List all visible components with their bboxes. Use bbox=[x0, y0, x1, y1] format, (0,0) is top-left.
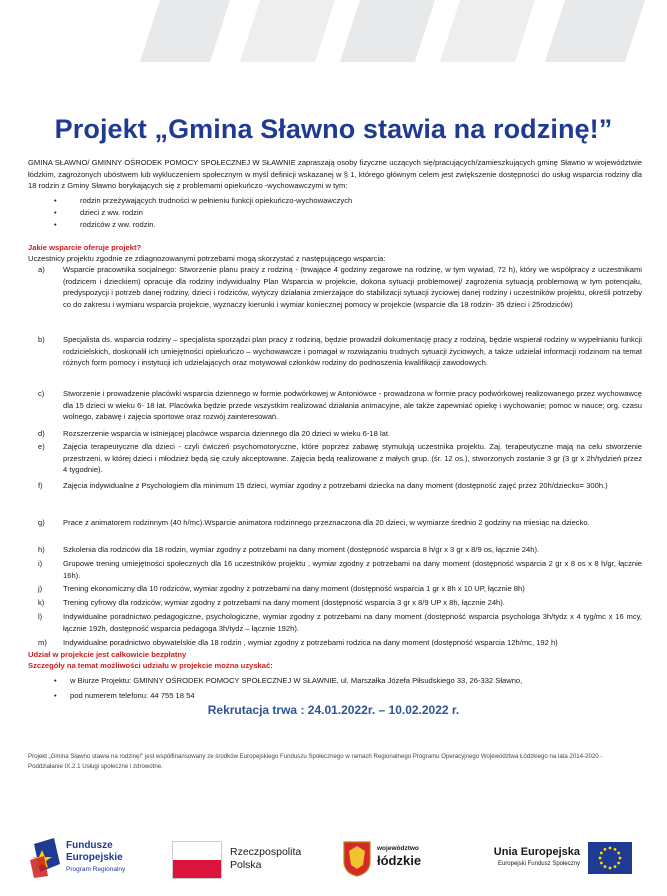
support-intro: Uczestnicy projektu zgodnie ze zdiagnozowanymi potrzebami mogą skorzystać z następującego wsparcia: bbox=[28, 254, 386, 263]
fundusze-europejskie-logo bbox=[30, 834, 150, 884]
rp-line2: Polska bbox=[230, 859, 262, 871]
eu-star-icon bbox=[604, 848, 607, 851]
eu-star-icon bbox=[619, 857, 622, 860]
lodz-line2: łódzkie bbox=[377, 853, 422, 868]
page-title: Projekt „Gmina Sławno stawia na rodzinę!” bbox=[54, 114, 613, 144]
decor-stripe bbox=[440, 0, 535, 62]
eu-star-icon bbox=[599, 857, 602, 860]
logo-bar bbox=[0, 834, 667, 884]
decor-stripe bbox=[240, 0, 335, 62]
lodzkie-crest-icon bbox=[343, 841, 371, 877]
eu-star-icon bbox=[614, 848, 617, 851]
fe-star-icon bbox=[30, 838, 64, 878]
recruitment-period: Rekrutacja trwa : 24.01.2022r. – 10.02.2022 r. bbox=[207, 703, 460, 717]
eu-star-icon bbox=[609, 847, 612, 850]
eu-star-icon bbox=[600, 862, 603, 865]
header-decoration bbox=[0, 0, 667, 62]
eu-star-icon bbox=[614, 865, 617, 868]
eu-star-icon bbox=[617, 852, 620, 855]
fe-line1: Fundusze bbox=[66, 840, 113, 851]
polish-flag-icon bbox=[172, 841, 222, 879]
eu-star-icon bbox=[600, 852, 603, 855]
free-participation-note: Udział w projekcie jest całkowicie bezpłatny bbox=[28, 650, 187, 659]
support-heading: Jakie wsparcie oferuje projekt? bbox=[28, 243, 142, 252]
intro-paragraph: GMINA SŁAWNO/ GMINNY OŚRODEK POMOCY SPOŁECZNEJ W SŁAWNIE zapraszają osoby fizyczne uczących się/pracujących/zamieszkujących gminę Sławno w województwie łódzkim, zagrożonych ubóstwem lub wykluczeniem społecznym w myśl definicji wskazanej w § 1, którego głównym celem jest zwiększenie dostępności do usług wsparcia rodziny dla 18 rodzin z Gminy Sławno borykających się z problemami opiekuńczo -wychowawczymi w tym: bbox=[28, 158, 642, 190]
lodz-line1: województwo bbox=[377, 845, 419, 852]
fe-line3: Program Regionalny bbox=[66, 866, 126, 873]
fe-line2: Europejskie bbox=[66, 852, 123, 863]
rzeczpospolita-polska-logo bbox=[172, 834, 322, 884]
eu-flag-icon bbox=[588, 842, 632, 874]
unia-europejska-logo bbox=[480, 834, 660, 884]
footer-note: Projekt „Gmina Sławno stawia na rodzinę!” jest współfinansowany ze środków Europejskiego Funduszu Społecznego w ramach Regionalnego Programu Operacyjnego Województwa Łódzkiego na lata 2014-2020 -Poddziałanie IX.2.1 Usługi społeczne i zdrowotne. bbox=[28, 753, 603, 770]
eu-star-icon bbox=[604, 865, 607, 868]
ue-line2: Europejski Fundusz Społeczny bbox=[497, 861, 580, 867]
details-heading: Szczegóły na temat możliwości udziału w projekcie można uzyskać: bbox=[28, 661, 273, 670]
rp-line1: Rzeczpospolita bbox=[230, 846, 302, 858]
eu-star-icon bbox=[617, 862, 620, 865]
wojewodztwo-lodzkie-logo bbox=[343, 834, 453, 884]
ue-line1: Unia Europejska bbox=[493, 846, 580, 858]
decor-stripe bbox=[140, 0, 230, 62]
decor-stripe bbox=[545, 0, 645, 62]
decor-stripe bbox=[340, 0, 435, 62]
eu-star-icon bbox=[609, 867, 612, 870]
